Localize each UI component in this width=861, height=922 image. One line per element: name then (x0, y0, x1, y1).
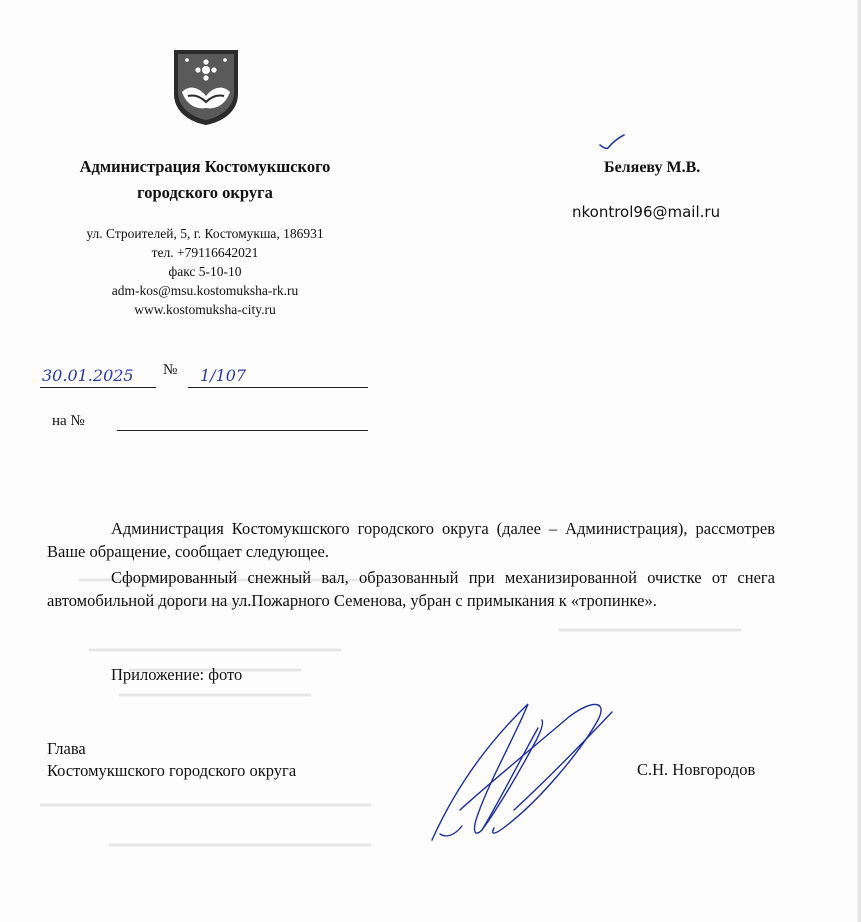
org-name-line2: городского округа (137, 183, 273, 202)
body-paragraph-1-text: Администрация Костомукшского городского округа (далее – Администрация), рассмотрев Ваше обращение, сообщает следующее. (47, 519, 775, 561)
sender-email: adm-kos@msu.kostomuksha-rk.ru (111, 283, 299, 298)
sender-phone: тел. +79116642021 (151, 245, 259, 260)
recipient-email: nkontrol96@mail.ru (572, 203, 721, 221)
checkmark-icon (598, 132, 626, 152)
sender-address: ул. Строителей, 5, г. Костомукша, 186931 (86, 226, 324, 241)
page-edge (857, 0, 861, 922)
sender-contacts (40, 224, 370, 319)
handwritten-signature (420, 690, 620, 850)
recipient-name: Беляеву М.В. (604, 159, 701, 176)
body-paragraph-2-text: Сформированный снежный вал, образованный при механизированной очистке от снега автомобильной дороги на ул.Пожарного Семенова, убран с примыкания к «тропинке». (47, 568, 775, 610)
attachment-note: Приложение: фото (111, 665, 243, 684)
org-name-line1: Администрация Костомукшского (79, 157, 331, 176)
reply-label: на № (52, 413, 85, 429)
number-underline (188, 387, 368, 388)
signer-position-line1: Глава (47, 739, 86, 758)
reply-underline (117, 430, 368, 431)
registration-number: 1/107 (200, 366, 247, 385)
body-paragraph-1 (47, 517, 775, 563)
signer-name: С.Н. Новгородов (637, 760, 756, 779)
sender-fax: факс 5-10-10 (168, 264, 242, 279)
date-underline (40, 387, 156, 388)
signer-position-line2: Костомукшского городского округа (47, 761, 297, 780)
number-sign: № (163, 362, 178, 378)
coat-of-arms-icon (172, 48, 240, 126)
body-paragraph-2 (47, 566, 775, 612)
registration-date: 30.01.2025 (42, 366, 134, 385)
sender-website: www.kostomuksha-city.ru (134, 302, 276, 317)
sender-organization (40, 154, 370, 206)
signer-position (47, 738, 296, 782)
